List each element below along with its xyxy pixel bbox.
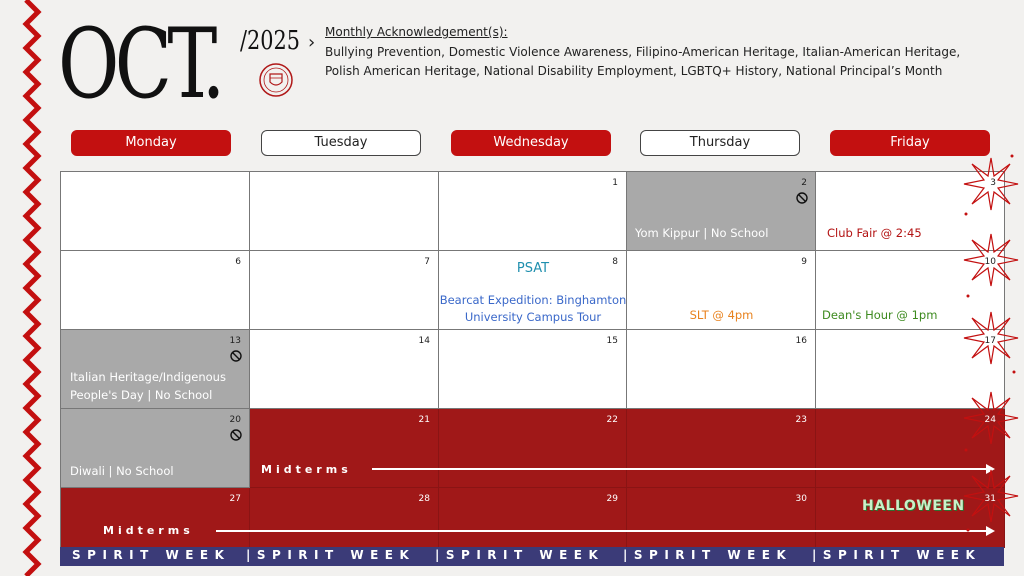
- date-number: 9: [801, 257, 807, 267]
- spirit-week-label: SPIRIT WEEK: [72, 548, 231, 562]
- no-school-icon: [230, 429, 242, 441]
- day-cell[interactable]: [61, 488, 250, 548]
- school-seal-icon: [258, 62, 294, 98]
- date-number: 15: [606, 336, 618, 346]
- acknowledgement-text: Bullying Prevention, Domestic Violence Awareness, Filipino-American Heritage, Italian-American Heritage, Polish American Heritage, National Disability Employment, LGBTQ+ History, National Principal’s Month: [325, 45, 961, 78]
- date-number: 27: [229, 494, 241, 504]
- spirit-week-bar: [60, 547, 1004, 566]
- year-label: /2025: [240, 26, 300, 56]
- date-number: 22: [606, 415, 618, 425]
- event-label: Yom Kippur | No School: [635, 226, 769, 240]
- day-cell[interactable]: [250, 409, 439, 488]
- month-title: OCT.: [58, 8, 221, 120]
- zigzag-border: [0, 0, 48, 576]
- event-label: Diwali | No School: [70, 464, 174, 478]
- day-cell[interactable]: [250, 251, 439, 330]
- day-cell[interactable]: [627, 488, 816, 548]
- date-number: 28: [418, 494, 430, 504]
- date-number: 3: [990, 178, 996, 188]
- day-header-friday: Friday: [830, 130, 990, 156]
- event-label: University Campus Tour: [464, 310, 602, 324]
- spirit-week-label: |SPIRIT WEEK: [435, 548, 605, 562]
- date-number: 13: [229, 336, 241, 346]
- day-cell[interactable]: [250, 172, 439, 251]
- day-cell[interactable]: [61, 172, 250, 251]
- day-header-wednesday: Wednesday: [451, 130, 611, 156]
- day-cell[interactable]: [61, 409, 250, 488]
- date-number: 14: [418, 336, 430, 346]
- date-number: 17: [984, 336, 996, 346]
- day-cell[interactable]: [61, 330, 250, 409]
- day-header-monday: Monday: [71, 130, 231, 156]
- spirit-week-label: |SPIRIT WEEK: [623, 548, 793, 562]
- date-number: 7: [424, 257, 430, 267]
- date-number: 16: [795, 336, 807, 346]
- day-cell[interactable]: [439, 488, 627, 548]
- date-number: 21: [418, 415, 430, 425]
- spirit-week-label: |SPIRIT WEEK: [246, 548, 416, 562]
- midterms-label: Midterms: [261, 463, 352, 476]
- spirit-week-label: |SPIRIT WEEK: [812, 548, 982, 562]
- event-label: PSAT: [516, 261, 550, 276]
- date-number: 30: [795, 494, 807, 504]
- day-cell[interactable]: [627, 172, 816, 251]
- halloween-label: HALLOWEEN: [862, 498, 965, 514]
- date-number: 31: [984, 494, 996, 504]
- date-number: 2: [801, 178, 807, 188]
- day-cell[interactable]: [61, 251, 250, 330]
- acknowledgement-title: Monthly Acknowledgement(s):: [325, 25, 508, 39]
- day-cell[interactable]: [439, 330, 627, 409]
- day-cell[interactable]: [250, 330, 439, 409]
- chevron-right-icon: ›: [308, 32, 316, 53]
- midterms-arrow: [372, 463, 996, 475]
- no-school-icon: [230, 350, 242, 362]
- date-number: 23: [795, 415, 807, 425]
- no-school-icon: [796, 192, 808, 204]
- date-number: 6: [235, 257, 241, 267]
- day-header-thursday: Thursday: [640, 130, 800, 156]
- event-label: Dean's Hour @ 1pm: [822, 308, 938, 322]
- day-header-tuesday: Tuesday: [261, 130, 421, 156]
- event-label: Bearcat Expedition: Binghamton: [439, 293, 627, 307]
- midterms-label: Midterms: [103, 524, 194, 537]
- day-cell[interactable]: [250, 488, 439, 548]
- date-number: 8: [612, 257, 618, 267]
- day-cell[interactable]: [627, 409, 816, 488]
- date-number: 20: [229, 415, 241, 425]
- date-number: 10: [984, 257, 996, 267]
- date-number: 29: [606, 494, 618, 504]
- star-burst-icon: [958, 150, 1024, 550]
- day-cell[interactable]: [439, 409, 627, 488]
- event-label: People's Day | No School: [70, 388, 213, 402]
- event-label: SLT @ 4pm: [689, 308, 754, 322]
- day-cell[interactable]: [627, 330, 816, 409]
- day-cell[interactable]: [627, 251, 816, 330]
- event-label: Club Fair @ 2:45: [827, 226, 922, 240]
- day-cell[interactable]: [439, 251, 627, 330]
- midterms-arrow: [216, 525, 996, 537]
- date-number: 24: [984, 415, 996, 425]
- event-label: Italian Heritage/Indigenous: [70, 370, 226, 384]
- date-number: 1: [612, 178, 618, 188]
- day-cell[interactable]: [439, 172, 627, 251]
